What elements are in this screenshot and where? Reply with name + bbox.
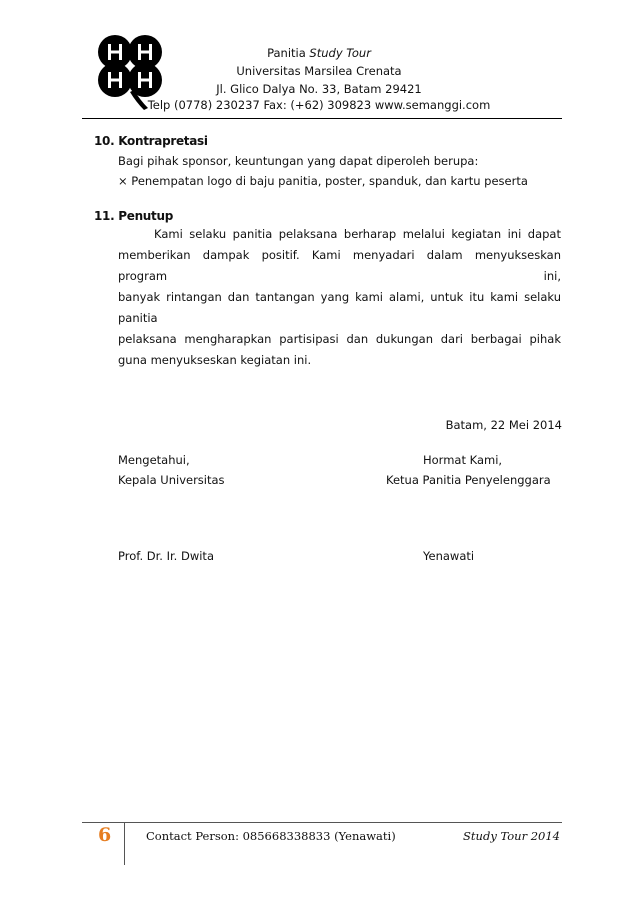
- section-10-bullet-text: Penempatan logo di baju panitia, poster, spanduk, dan kartu peserta: [131, 174, 528, 188]
- footer-contact: Contact Person: 085668338833 (Yenawati): [146, 829, 396, 843]
- footer-divider: [124, 823, 125, 865]
- right-greeting: Hormat Kami,: [423, 453, 503, 467]
- left-signatory-name: Prof. Dr. Ir. Dwita: [118, 549, 214, 563]
- section-11-paragraph: [118, 224, 561, 371]
- section-11-title: 11. Penutup: [94, 209, 174, 223]
- letterhead-contact: Telp (0778) 230237 Fax: (+62) 309823 www.semanggi.com: [147, 98, 491, 112]
- org-prefix: Panitia: [267, 46, 306, 60]
- left-role: Kepala Universitas: [118, 473, 225, 487]
- cross-bullet-icon: ×: [118, 174, 128, 188]
- letterhead-university: Universitas Marsilea Crenata: [236, 64, 402, 78]
- paragraph-line: Kami selaku panitia pelaksana berharap melalui kegiatan ini dapat: [154, 227, 561, 241]
- footer-rule: [82, 822, 562, 823]
- page-number: 6: [98, 824, 112, 846]
- header-rule: [82, 118, 562, 119]
- org-italic: Study Tour: [309, 46, 371, 60]
- paragraph-line: banyak rintangan dan tantangan yang kami alami, untuk itu kami selaku panitia: [118, 290, 561, 325]
- letterhead-address: Jl. Glico Dalya No. 33, Batam 29421: [216, 82, 422, 96]
- place-date: Batam, 22 Mei 2014: [445, 418, 562, 432]
- paragraph-line: memberikan dampak positif. Kami menyadari dalam menyukseskan program ini,: [118, 248, 561, 283]
- letterhead-org: [0, 46, 638, 60]
- section-10-bullet: [118, 174, 528, 188]
- section-10-title: 10. Kontrapretasi: [94, 134, 208, 148]
- section-10-intro: Bagi pihak sponsor, keuntungan yang dapat diperoleh berupa:: [118, 154, 479, 168]
- paragraph-line: pelaksana mengharapkan partisipasi dan dukungan dari berbagai pihak: [118, 332, 561, 346]
- right-role: Ketua Panitia Penyelenggara: [386, 473, 551, 487]
- paragraph-line: guna menyukseskan kegiatan ini.: [118, 353, 312, 367]
- right-signatory-name: Yenawati: [423, 549, 475, 563]
- left-greeting: Mengetahui,: [118, 453, 190, 467]
- letterhead: [0, 0, 638, 125]
- footer-title: Study Tour 2014: [463, 829, 560, 843]
